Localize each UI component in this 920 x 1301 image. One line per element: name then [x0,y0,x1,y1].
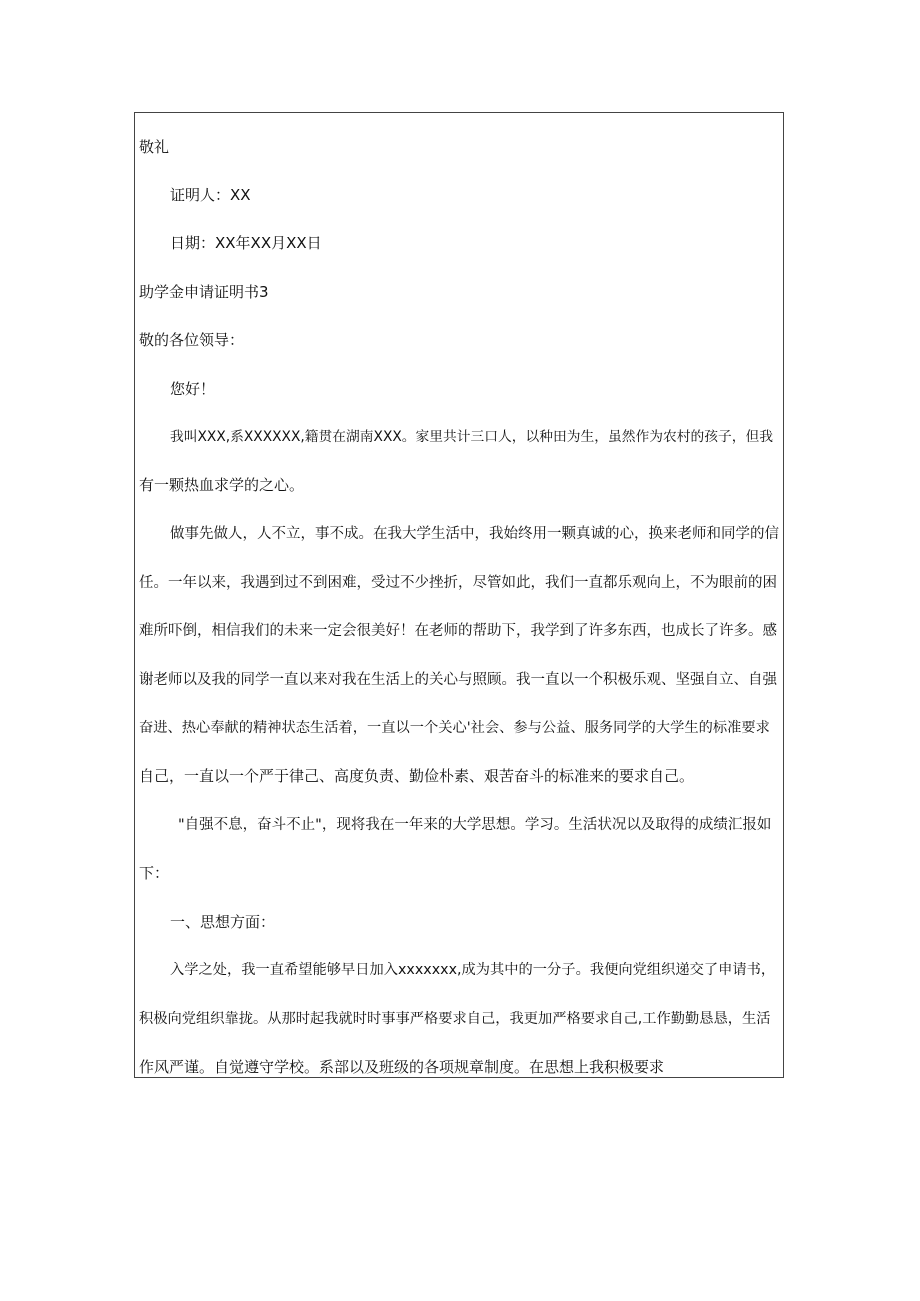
paragraph-line: 任。一年以来，我遇到过不到困难，受过不少挫折，尽管如此，我们一直都乐观向上，不为眼前的困 [139,575,777,591]
paragraph-line: 奋进、热心奉献的精神状态生活着，一直以一个关心'社会、参与公益、服务同学的大学生的标准要求 [139,720,770,736]
paragraph-line: 入学之处，我一直希望能够早日加入xxxxxxx,成为其中的一分子。我便向党组织递交了申请书， [170,962,776,978]
document-frame [134,112,784,1078]
paragraph-line: 难所吓倒，相信我们的未来一定会很美好！在老师的帮助下，我学到了许多东西，也成长了许多。感 [139,623,777,639]
certifier-line: 证明人：XX [170,186,251,204]
paragraph-line: 我叫XXX,系XXXXXX,籍贯在湖南XXX。家里共计三口人，以种田为生，虽然作为农村的孩子，但我 [170,429,774,445]
paragraph-line: 积极向党组织靠拢。从那时起我就时时事事严格要求自己，我更加严格要求自己,工作勤勤恳恳，生活 [139,1011,771,1027]
greeting-hello: 您好！ [170,380,216,398]
paragraph-line: 做事先做人，人不立，事不成。在我大学生活中，我始终用一颗真诚的心，换来老师和同学的信 [170,526,779,542]
paragraph-line: 下： [139,864,170,882]
paragraph-line: 谢老师以及我的同学一直以来对我在生活上的关心与照顾。我一直以一个积极乐观、坚强自立、自强 [139,672,777,688]
paragraph-line: 作风严谨。自觉遵守学校。系部以及班级的各项规章制度。在思想上我积极要求 [139,1058,665,1076]
paragraph-line: 有一颗热血求学的之心。 [139,476,305,494]
subheading-thought: 一、思想方面： [170,913,276,931]
closing-salutation: 敬礼 [139,138,170,156]
greeting-addressee: 敬的各位领导： [139,331,245,349]
paragraph-line: "自强不息，奋斗不止"，现将我在一年来的大学思想。学习。生活状况以及取得的成绩汇报如 [178,817,772,833]
date-line: 日期：XX年XX月XX日 [170,234,322,252]
paragraph-line: 自己，一直以一个严于律己、高度负责、勤俭朴素、艰苦奋斗的标准来的要求自己。 [139,767,695,785]
section-title: 助学金申请证明书3 [139,283,269,301]
